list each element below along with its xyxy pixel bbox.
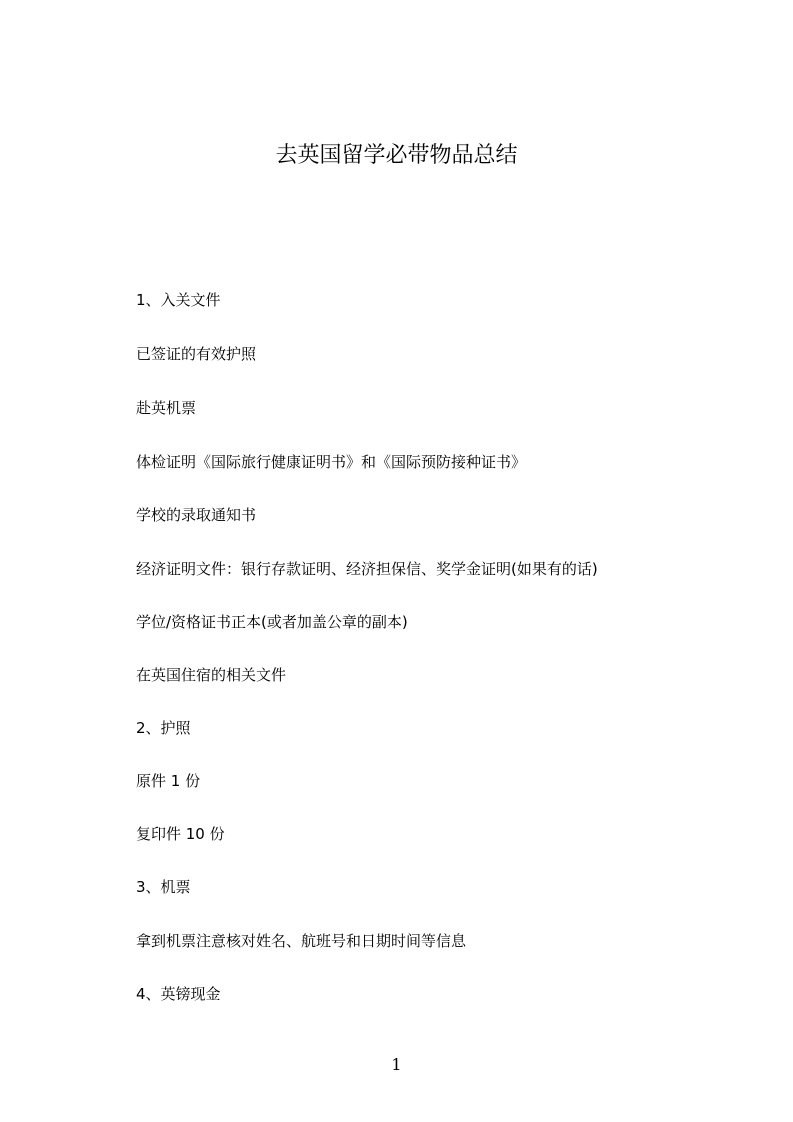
list-item: 拿到机票注意核对姓名、航班号和日期时间等信息 — [136, 932, 467, 950]
page-title: 去英国留学必带物品总结 — [275, 143, 518, 168]
list-item: 在英国住宿的相关文件 — [136, 666, 287, 684]
section-heading-passport: 2、护照 — [136, 719, 191, 737]
list-item: 经济证明文件：银行存款证明、经济担保信、奖学金证明(如果有的话) — [136, 560, 598, 578]
list-item: 学位/资格证书正本(或者加盖公章的副本) — [136, 613, 408, 631]
list-item: 原件 1 份 — [136, 772, 201, 790]
list-item: 学校的录取通知书 — [136, 506, 257, 524]
section-heading-entry-documents: 1、入关文件 — [136, 291, 221, 309]
list-item: 赴英机票 — [136, 399, 197, 417]
list-item: 复印件 10 份 — [136, 825, 225, 843]
page-number: 1 — [391, 1055, 402, 1074]
list-item: 已签证的有效护照 — [136, 345, 257, 363]
section-heading-air-ticket: 3、机票 — [136, 878, 191, 896]
section-heading-pound-cash: 4、英镑现金 — [136, 985, 221, 1003]
list-item: 体检证明《国际旅行健康证明书》和《国际预防接种证书》 — [136, 453, 527, 471]
